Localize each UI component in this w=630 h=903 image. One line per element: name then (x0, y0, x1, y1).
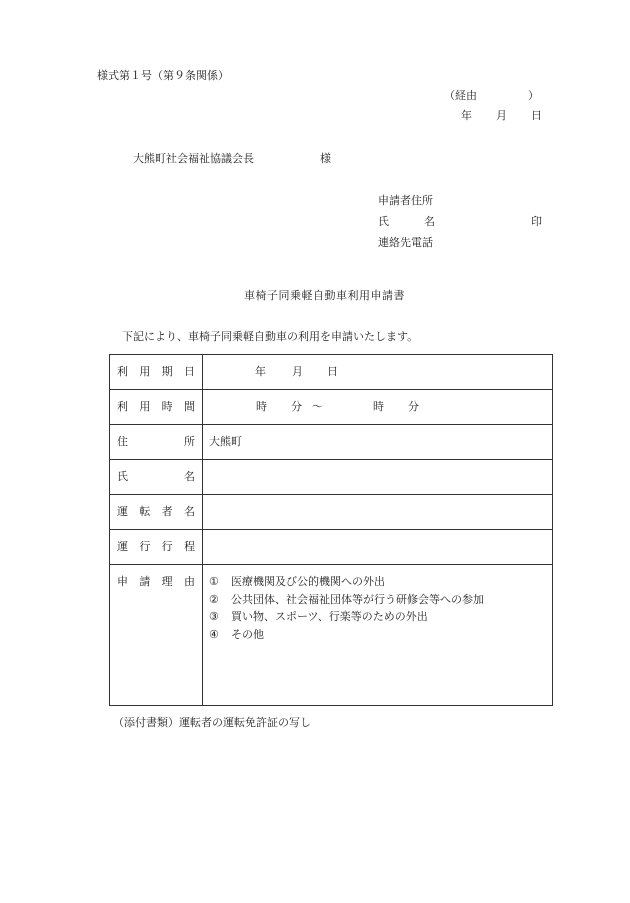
label-char: 由 (183, 575, 195, 588)
time-start-minute: 分 (291, 400, 302, 413)
application-table (109, 354, 553, 706)
reason-number: ② (209, 592, 219, 606)
label-char: 期 (161, 365, 173, 378)
name-label-cell (110, 460, 203, 495)
time-value-cell[interactable] (203, 390, 553, 425)
reason-text: 医療機関及び公的機関への外出 (231, 575, 385, 588)
label-char: 理 (161, 575, 173, 588)
reason-number: ③ (209, 610, 219, 623)
label-char: 申 (117, 575, 128, 588)
driver-value-cell[interactable] (203, 495, 553, 530)
label-char: 請 (139, 575, 151, 588)
label-char: 行 (139, 540, 151, 553)
label-char: 運 (117, 505, 128, 518)
reason-option[interactable] (209, 573, 484, 591)
label-char: 利 (117, 400, 128, 413)
itinerary-value-cell[interactable] (203, 530, 553, 565)
itinerary-label-cell (110, 530, 203, 565)
label-char: 利 (117, 365, 128, 378)
reason-label-cell (110, 565, 203, 706)
table-row (110, 460, 553, 495)
name-value-cell[interactable] (203, 460, 553, 495)
form-number: 様式第１号（第９条関係） (97, 69, 229, 82)
document-title: 車椅子同乗軽自動車利用申請書 (244, 289, 405, 302)
label-char: 運 (117, 540, 128, 553)
reason-text: その他 (231, 627, 264, 641)
applicant-name-label-2: 名 (424, 215, 435, 228)
reason-text: 買い物、スポーツ、行楽等のための外出 (231, 610, 428, 623)
label-char: 氏 (117, 470, 128, 483)
label-char: 名 (184, 470, 195, 483)
label-char: 者 (161, 505, 173, 518)
period-day: 日 (327, 365, 338, 378)
intro-text: 下記により、車椅子同乗軽自動車の利用を申請いたします。 (122, 330, 419, 343)
reason-text: 公共団体、社会福祉団体等が行う研修会等への参加 (231, 592, 484, 606)
table-row (110, 565, 553, 706)
label-char: 程 (183, 540, 195, 553)
attachment-note: （添付書類）運転者の運転免許証の写し (113, 716, 311, 729)
label-char: 転 (139, 505, 151, 518)
addressee-name: 大熊町社会福祉協議会長 (133, 152, 254, 165)
date-year: 年 (461, 109, 472, 122)
reason-number: ④ (209, 627, 219, 641)
reason-value-cell (203, 565, 553, 706)
time-end-minute: 分 (408, 400, 419, 413)
table-row (110, 425, 553, 460)
reason-option[interactable] (209, 626, 484, 644)
period-value-cell[interactable] (203, 355, 553, 390)
label-char: 名 (183, 505, 195, 518)
table-row (110, 355, 553, 390)
table-row (110, 530, 553, 565)
label-char: 所 (184, 435, 195, 448)
label-char: 間 (183, 400, 195, 413)
driver-label-cell (110, 495, 203, 530)
reason-option[interactable] (209, 608, 484, 626)
address-value-cell[interactable] (203, 425, 553, 460)
applicant-address-label: 申請者住所 (378, 194, 433, 207)
date-day: 日 (531, 109, 542, 122)
table-row (110, 495, 553, 530)
time-end-hour: 時 (373, 400, 384, 413)
applicant-phone-label: 連絡先電話 (378, 236, 433, 249)
applicant-name-label-1: 氏 (378, 215, 389, 228)
label-char: 時 (161, 400, 173, 413)
reason-option[interactable] (209, 591, 484, 609)
label-char: 用 (139, 365, 151, 378)
table-row (110, 390, 553, 425)
label-char: 用 (139, 400, 151, 413)
addressee-suffix: 様 (320, 152, 331, 165)
label-char: 住 (117, 435, 128, 448)
via-close: ） (528, 89, 539, 102)
via-open: （経由 (444, 89, 477, 102)
period-year: 年 (255, 365, 266, 378)
time-start-hour: 時 (256, 400, 267, 413)
label-char: 日 (183, 365, 195, 378)
address-label-cell (110, 425, 203, 460)
reason-list (209, 573, 484, 643)
period-month: 月 (292, 365, 303, 378)
time-range-tilde: ～ (312, 400, 323, 413)
reason-number: ① (209, 575, 219, 588)
label-char: 行 (161, 540, 173, 553)
address-value: 大熊町 (209, 435, 242, 448)
time-label-cell (110, 390, 203, 425)
date-month: 月 (496, 109, 507, 122)
period-label-cell (110, 355, 203, 390)
seal-mark: 印 (531, 215, 542, 228)
